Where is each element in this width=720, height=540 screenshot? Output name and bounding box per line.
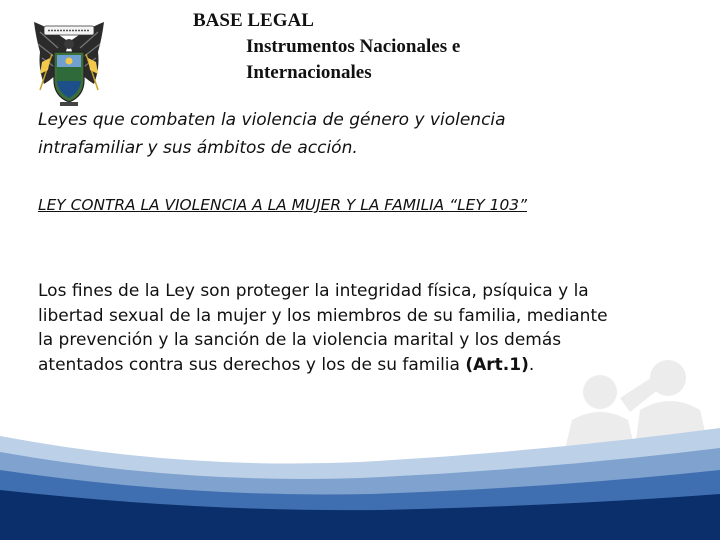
paragraph-line-1: Los fines de la Ley son proteger la integridad física, psíquica y la	[38, 281, 589, 301]
paragraph-line-3: la prevención y la sanción de la violencia marital y los demás	[38, 330, 562, 350]
subtitle-line-1: Leyes que combaten la violencia de género y violencia	[38, 110, 506, 130]
title-line-2: Instrumentos Nacionales e	[246, 36, 461, 57]
paragraph-line-4-text: atentados contra sus derechos y los de su familia	[38, 354, 466, 375]
law-purpose-paragraph	[38, 279, 698, 377]
subtitle	[38, 106, 678, 162]
title-line-1: BASE LEGAL	[193, 10, 314, 31]
subtitle-line-2: intrafamiliar y sus ámbitos de acción.	[38, 138, 358, 158]
article-reference: (Art.1)	[465, 354, 529, 375]
eagle-coat-of-arms-icon	[30, 18, 108, 114]
law-heading: LEY CONTRA LA VIOLENCIA A LA MUJER Y LA FAMILIA “LEY 103”	[38, 196, 528, 214]
paragraph-line-4	[38, 353, 698, 378]
slide-title	[193, 8, 460, 86]
title-line-3: Internacionales	[246, 62, 372, 83]
paragraph-line-2: libertad sexual de la mujer y los miembros de su familia, mediante	[38, 305, 608, 326]
paragraph-line-4-end: .	[528, 354, 535, 375]
